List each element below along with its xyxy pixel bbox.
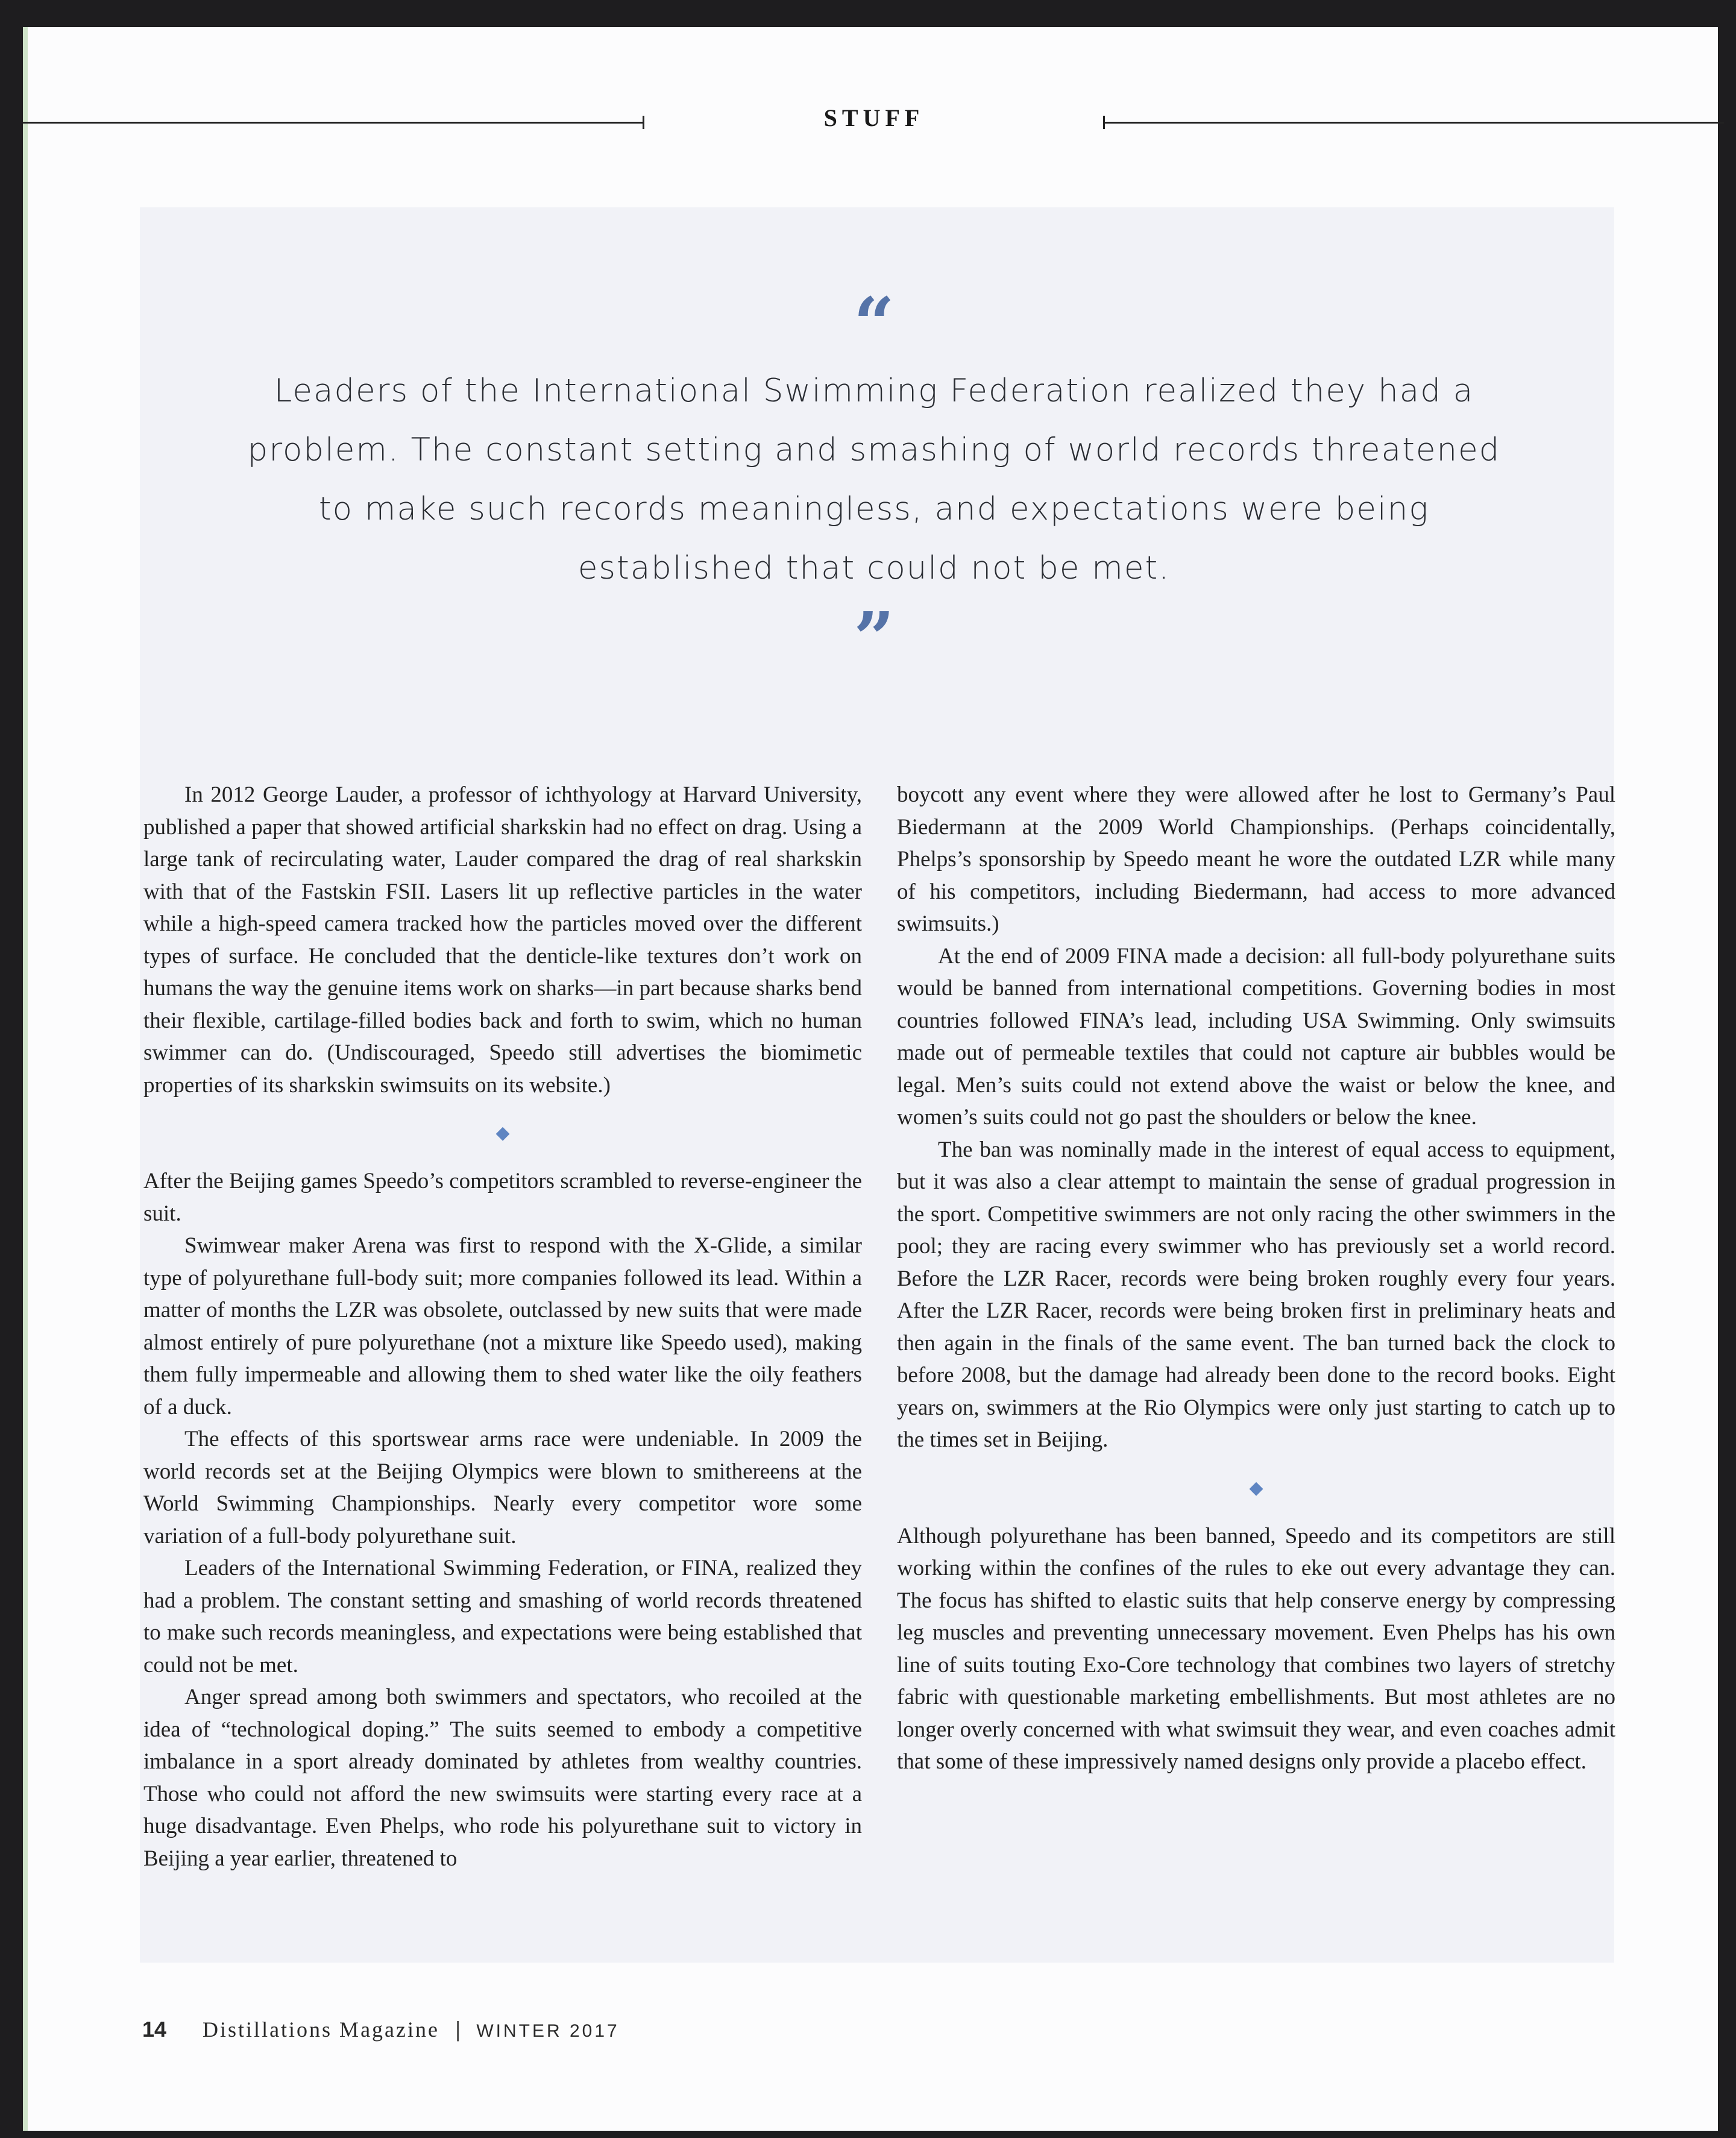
article-paragraph: Swimwear maker Arena was first to respond with the X-Glide, a similar type of polyurethane full-body suit; more companies followed its lead. Within a matter of months the LZR was obsolete, outclassed by new suits that were made almost entirely of pure polyurethane (not a mixture like Speedo used), making them fully impermeable and allowing them to shed water like the oily feathers of a duck. <box>143 1233 862 1420</box>
issue-label: WINTER 2017 <box>476 2021 620 2041</box>
article-column-right <box>897 779 1615 1778</box>
article-paragraph: Although polyurethane has been banned, Speedo and its competitors are still working within the confines of the rules to eke out every advantage they can. The focus has shifted to elastic suits that help conserve energy by compressing leg muscles and preventing unnecessary movement. Even Phelps has his own line of suits touting Exo-Core technology that combines two layers of stretchy fabric with questionable marketing embellishments. But most athletes are no longer overly concerned with what swimsuit they wear, and even coaches admit that some of these impressively named designs only provide a placebo effect. <box>897 1523 1615 1774</box>
article-paragraph: At the end of 2009 FINA made a decision: all full-body polyurethane suits would be banned from international competitions. Governing bodies in most countries followed FINA’s lead, including USA Swimming. Only swimsuits made out of permeable textiles that could not capture air bubbles would be legal. Men’s suits could not extend above the waist or below the knee, and women’s suits could not go past the shoulders or below the knee. <box>897 943 1615 1130</box>
article-column-left <box>143 779 862 1875</box>
open-quote-mark: “ <box>854 281 895 365</box>
page-number: 14 <box>142 2017 167 2042</box>
section-label: STUFF <box>823 104 925 131</box>
header-rule-left <box>23 122 644 124</box>
article-paragraph: boycott any event where they were allowed after he lost to Germany’s Paul Biedermann at the 2009 World Championships. (Perhaps coincidentally, Phelps’s sponsorship by Speedo meant he wore the outdated LZR while many of his competitors, including Biedermann, had access to more advanced swimsuits.) <box>897 782 1615 936</box>
section-divider: ◆ <box>1249 1477 1263 1498</box>
pull-quote: Leaders of the International Swimming Federation realized they had a problem. The constant setting and smashing of world records threatened to make such records meaningless, and expectations were being established that could not be met. <box>247 373 1501 586</box>
close-quote-mark: ” <box>854 596 895 680</box>
article-paragraph: The effects of this sportswear arms race were undeniable. In 2009 the world records set at the Beijing Olympics were blown to smithereens at the World Swimming Championships. Nearly every competitor wore some variation of a full-body polyurethane suit. <box>143 1427 862 1548</box>
page-footer <box>142 2017 620 2042</box>
header-rule-tick-right <box>1103 116 1105 129</box>
magazine-name: Distillations Magazine <box>203 2017 439 2042</box>
article-paragraph: The ban was nominally made in the interest of equal access to equipment, but it was also a clear attempt to maintain the sense of gradual progression in the sport. Competitive swimmers are not only racing the other swimmers in the pool; they are racing every swimmer who has previously set a world record. Before the LZR Racer, records were being broken roughly every four years. After the LZR Racer, records were being broken first in preliminary heats and then again in the finals of the same event. The ban turned back the clock to before 2008, but the damage had already been done to the record books. Eight years on, swimmers at the Rio Olympics were only just starting to catch up to the times set in Beijing. <box>897 1137 1615 1452</box>
article-paragraph: After the Beijing games Speedo’s competitors scrambled to reverse-engineer the suit. <box>143 1169 862 1226</box>
footer-separator: | <box>454 2017 461 2042</box>
header-rule-tick-left <box>643 116 644 129</box>
article-paragraph: In 2012 George Lauder, a professor of ichthyology at Harvard University, published a paper that showed artificial sharkskin had no effect on drag. Using a large tank of recirculating water, Lauder compared the drag of real sharkskin with that of the Fastskin FSII. Lasers lit up reflective particles in the water while a high-speed camera tracked how the particles moved over the different types of surface. He concluded that the denticle-like textures don’t work on humans the way the genuine items work on sharks—in part because sharks bend their flexible, cartilage-filled bodies back and forth to swim, which no human swimmer can do. (Undiscouraged, Speedo still advertises the biomimetic properties of its sharkskin swimsuits on its website.) <box>143 782 862 1098</box>
page-edge <box>23 27 28 2131</box>
section-divider: ◆ <box>495 1122 510 1144</box>
article-paragraph: Anger spread among both swimmers and spectators, who recoiled at the idea of “technological doping.” The suits seemed to embody a competitive imbalance in a sport already dominated by athletes from wealthy countries. Those who could not afford the new swimsuits were starting every race at a huge disadvantage. Even Phelps, who rode his polyurethane suit to victory in Beijing a year earlier, threatened to <box>143 1685 862 1871</box>
header-rule-right <box>1103 122 1724 124</box>
article-paragraph: Leaders of the International Swimming Federation, or FINA, realized they had a problem. The constant setting and smashing of world records threatened to make such records meaningless, and expectations were being established that could not be met. <box>143 1556 862 1677</box>
